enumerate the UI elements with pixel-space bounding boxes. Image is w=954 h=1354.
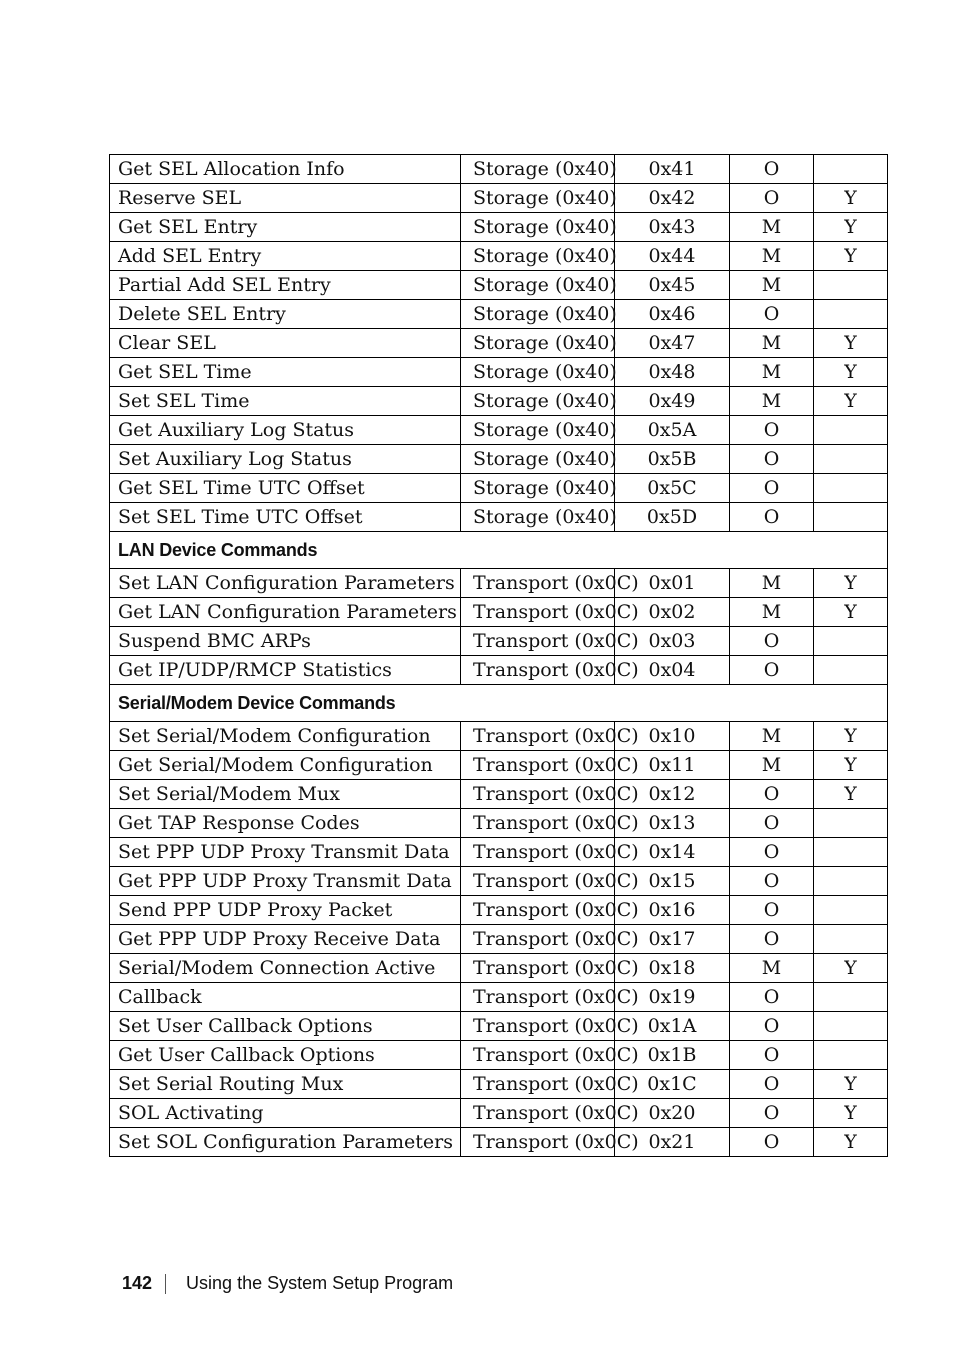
table-row: [110, 503, 888, 532]
table-row: [110, 1012, 888, 1041]
netfn-cell: Transport (0x0C): [461, 954, 615, 983]
netfn-cell: Storage (0x40): [461, 358, 615, 387]
page-footer: [122, 1273, 453, 1294]
table-row: [110, 242, 888, 271]
requirement-cell: O: [730, 1041, 814, 1070]
supported-cell: Y: [814, 184, 888, 213]
supported-cell: Y: [814, 1128, 888, 1157]
supported-cell: [814, 838, 888, 867]
footer-title: Using the System Setup Program: [186, 1273, 454, 1293]
cmd-code-cell: 0x15: [615, 867, 730, 896]
requirement-cell: O: [730, 1012, 814, 1041]
cmd-code-cell: 0x14: [615, 838, 730, 867]
table-body: [110, 155, 888, 1157]
cmd-code-cell: 0x41: [615, 155, 730, 184]
command-name-cell: Get SEL Time UTC Offset: [110, 474, 461, 503]
table-row: [110, 184, 888, 213]
cmd-code-cell: 0x1C: [615, 1070, 730, 1099]
command-name-cell: Clear SEL: [110, 329, 461, 358]
command-name-cell: Get IP/UDP/RMCP Statistics: [110, 656, 461, 685]
requirement-cell: M: [730, 598, 814, 627]
command-name-cell: Get User Callback Options: [110, 1041, 461, 1070]
netfn-cell: Transport (0x0C): [461, 751, 615, 780]
section-title: Serial/Modem Device Commands: [110, 685, 888, 722]
table-row: [110, 722, 888, 751]
requirement-cell: M: [730, 722, 814, 751]
command-name-cell: Suspend BMC ARPs: [110, 627, 461, 656]
netfn-cell: Transport (0x0C): [461, 598, 615, 627]
table-row: [110, 954, 888, 983]
supported-cell: [814, 896, 888, 925]
supported-cell: Y: [814, 358, 888, 387]
cmd-code-cell: 0x20: [615, 1099, 730, 1128]
command-name-cell: Set LAN Configuration Parameters: [110, 569, 461, 598]
command-name-cell: Set Serial/Modem Mux: [110, 780, 461, 809]
netfn-cell: Storage (0x40): [461, 271, 615, 300]
cmd-code-cell: 0x13: [615, 809, 730, 838]
cmd-code-cell: 0x44: [615, 242, 730, 271]
netfn-cell: Transport (0x0C): [461, 1041, 615, 1070]
netfn-cell: Transport (0x0C): [461, 780, 615, 809]
table-row: [110, 474, 888, 503]
supported-cell: Y: [814, 213, 888, 242]
cmd-code-cell: 0x1B: [615, 1041, 730, 1070]
supported-cell: [814, 155, 888, 184]
requirement-cell: O: [730, 627, 814, 656]
command-name-cell: Partial Add SEL Entry: [110, 271, 461, 300]
table-row: [110, 416, 888, 445]
table-row: [110, 1128, 888, 1157]
cmd-code-cell: 0x48: [615, 358, 730, 387]
cmd-code-cell: 0x12: [615, 780, 730, 809]
requirement-cell: O: [730, 780, 814, 809]
supported-cell: [814, 983, 888, 1012]
command-name-cell: Set User Callback Options: [110, 1012, 461, 1041]
requirement-cell: O: [730, 896, 814, 925]
supported-cell: [814, 271, 888, 300]
netfn-cell: Transport (0x0C): [461, 925, 615, 954]
netfn-cell: Storage (0x40): [461, 416, 615, 445]
netfn-cell: Transport (0x0C): [461, 983, 615, 1012]
supported-cell: [814, 1041, 888, 1070]
cmd-code-cell: 0x19: [615, 983, 730, 1012]
requirement-cell: O: [730, 184, 814, 213]
section-title: LAN Device Commands: [110, 532, 888, 569]
command-name-cell: SOL Activating: [110, 1099, 461, 1128]
netfn-cell: Transport (0x0C): [461, 722, 615, 751]
table-row: [110, 155, 888, 184]
table-row: [110, 213, 888, 242]
table-row: [110, 358, 888, 387]
cmd-code-cell: 0x5C: [615, 474, 730, 503]
requirement-cell: O: [730, 445, 814, 474]
netfn-cell: Storage (0x40): [461, 242, 615, 271]
netfn-cell: Storage (0x40): [461, 445, 615, 474]
cmd-code-cell: 0x5B: [615, 445, 730, 474]
ipmi-command-table: [109, 154, 888, 1157]
requirement-cell: M: [730, 569, 814, 598]
command-name-cell: Get SEL Allocation Info: [110, 155, 461, 184]
netfn-cell: Transport (0x0C): [461, 656, 615, 685]
requirement-cell: M: [730, 242, 814, 271]
netfn-cell: Storage (0x40): [461, 503, 615, 532]
supported-cell: [814, 445, 888, 474]
table-row: [110, 1099, 888, 1128]
requirement-cell: O: [730, 416, 814, 445]
supported-cell: Y: [814, 751, 888, 780]
cmd-code-cell: 0x16: [615, 896, 730, 925]
table-row: [110, 598, 888, 627]
table-row: [110, 867, 888, 896]
requirement-cell: O: [730, 300, 814, 329]
cmd-code-cell: 0x47: [615, 329, 730, 358]
cmd-code-cell: 0x43: [615, 213, 730, 242]
requirement-cell: M: [730, 751, 814, 780]
command-name-cell: Reserve SEL: [110, 184, 461, 213]
netfn-cell: Storage (0x40): [461, 213, 615, 242]
command-name-cell: Add SEL Entry: [110, 242, 461, 271]
table-row: [110, 329, 888, 358]
requirement-cell: O: [730, 983, 814, 1012]
netfn-cell: Transport (0x0C): [461, 627, 615, 656]
netfn-cell: Storage (0x40): [461, 184, 615, 213]
table-row: [110, 300, 888, 329]
supported-cell: [814, 503, 888, 532]
command-name-cell: Set Serial/Modem Configuration: [110, 722, 461, 751]
command-name-cell: Set Auxiliary Log Status: [110, 445, 461, 474]
command-name-cell: Get LAN Configuration Parameters: [110, 598, 461, 627]
requirement-cell: O: [730, 838, 814, 867]
command-name-cell: Send PPP UDP Proxy Packet: [110, 896, 461, 925]
command-name-cell: Set SEL Time: [110, 387, 461, 416]
supported-cell: Y: [814, 329, 888, 358]
table-row: [110, 1041, 888, 1070]
cmd-code-cell: 0x21: [615, 1128, 730, 1157]
requirement-cell: M: [730, 358, 814, 387]
cmd-code-cell: 0x02: [615, 598, 730, 627]
table-row: [110, 387, 888, 416]
cmd-code-cell: 0x17: [615, 925, 730, 954]
requirement-cell: O: [730, 925, 814, 954]
supported-cell: Y: [814, 1070, 888, 1099]
table-row: [110, 809, 888, 838]
command-name-cell: Delete SEL Entry: [110, 300, 461, 329]
requirement-cell: M: [730, 329, 814, 358]
cmd-code-cell: 0x5A: [615, 416, 730, 445]
requirement-cell: M: [730, 213, 814, 242]
supported-cell: [814, 474, 888, 503]
table-row: [110, 271, 888, 300]
supported-cell: [814, 300, 888, 329]
cmd-code-cell: 0x01: [615, 569, 730, 598]
requirement-cell: M: [730, 271, 814, 300]
command-name-cell: Callback: [110, 983, 461, 1012]
cmd-code-cell: 0x10: [615, 722, 730, 751]
command-name-cell: Serial/Modem Connection Active: [110, 954, 461, 983]
table-row: [110, 569, 888, 598]
netfn-cell: Transport (0x0C): [461, 569, 615, 598]
supported-cell: Y: [814, 1099, 888, 1128]
requirement-cell: O: [730, 155, 814, 184]
supported-cell: Y: [814, 598, 888, 627]
netfn-cell: Storage (0x40): [461, 474, 615, 503]
supported-cell: [814, 416, 888, 445]
supported-cell: [814, 1012, 888, 1041]
cmd-code-cell: 0x1A: [615, 1012, 730, 1041]
section-header-row: [110, 685, 888, 722]
netfn-cell: Transport (0x0C): [461, 1128, 615, 1157]
requirement-cell: O: [730, 1128, 814, 1157]
netfn-cell: Transport (0x0C): [461, 896, 615, 925]
supported-cell: Y: [814, 569, 888, 598]
requirement-cell: O: [730, 809, 814, 838]
command-name-cell: Set Serial Routing Mux: [110, 1070, 461, 1099]
requirement-cell: M: [730, 387, 814, 416]
cmd-code-cell: 0x42: [615, 184, 730, 213]
requirement-cell: O: [730, 503, 814, 532]
requirement-cell: O: [730, 867, 814, 896]
page-number: 142: [122, 1273, 153, 1293]
cmd-code-cell: 0x04: [615, 656, 730, 685]
footer-separator: [165, 1274, 166, 1294]
netfn-cell: Transport (0x0C): [461, 809, 615, 838]
cmd-code-cell: 0x49: [615, 387, 730, 416]
command-name-cell: Set PPP UDP Proxy Transmit Data: [110, 838, 461, 867]
supported-cell: Y: [814, 780, 888, 809]
table-row: [110, 838, 888, 867]
command-name-cell: Set SOL Configuration Parameters: [110, 1128, 461, 1157]
table-row: [110, 656, 888, 685]
supported-cell: Y: [814, 954, 888, 983]
supported-cell: Y: [814, 387, 888, 416]
netfn-cell: Storage (0x40): [461, 387, 615, 416]
supported-cell: [814, 809, 888, 838]
netfn-cell: Storage (0x40): [461, 300, 615, 329]
table-row: [110, 445, 888, 474]
cmd-code-cell: 0x45: [615, 271, 730, 300]
netfn-cell: Transport (0x0C): [461, 838, 615, 867]
netfn-cell: Transport (0x0C): [461, 1070, 615, 1099]
cmd-code-cell: 0x46: [615, 300, 730, 329]
command-name-cell: Get Auxiliary Log Status: [110, 416, 461, 445]
command-name-cell: Get PPP UDP Proxy Receive Data: [110, 925, 461, 954]
command-name-cell: Get SEL Entry: [110, 213, 461, 242]
supported-cell: [814, 656, 888, 685]
netfn-cell: Transport (0x0C): [461, 867, 615, 896]
netfn-cell: Transport (0x0C): [461, 1012, 615, 1041]
command-name-cell: Get TAP Response Codes: [110, 809, 461, 838]
table-row: [110, 1070, 888, 1099]
supported-cell: [814, 867, 888, 896]
cmd-code-cell: 0x03: [615, 627, 730, 656]
command-name-cell: Get Serial/Modem Configuration: [110, 751, 461, 780]
requirement-cell: O: [730, 474, 814, 503]
cmd-code-cell: 0x18: [615, 954, 730, 983]
netfn-cell: Transport (0x0C): [461, 1099, 615, 1128]
supported-cell: Y: [814, 722, 888, 751]
requirement-cell: O: [730, 656, 814, 685]
table-row: [110, 925, 888, 954]
supported-cell: [814, 925, 888, 954]
command-name-cell: Get PPP UDP Proxy Transmit Data: [110, 867, 461, 896]
table-row: [110, 983, 888, 1012]
cmd-code-cell: 0x5D: [615, 503, 730, 532]
netfn-cell: Storage (0x40): [461, 155, 615, 184]
command-name-cell: Get SEL Time: [110, 358, 461, 387]
supported-cell: Y: [814, 242, 888, 271]
table-row: [110, 780, 888, 809]
table-row: [110, 896, 888, 925]
requirement-cell: O: [730, 1099, 814, 1128]
table-row: [110, 751, 888, 780]
command-name-cell: Set SEL Time UTC Offset: [110, 503, 461, 532]
cmd-code-cell: 0x11: [615, 751, 730, 780]
supported-cell: [814, 627, 888, 656]
requirement-cell: M: [730, 954, 814, 983]
netfn-cell: Storage (0x40): [461, 329, 615, 358]
table-row: [110, 627, 888, 656]
requirement-cell: O: [730, 1070, 814, 1099]
section-header-row: [110, 532, 888, 569]
